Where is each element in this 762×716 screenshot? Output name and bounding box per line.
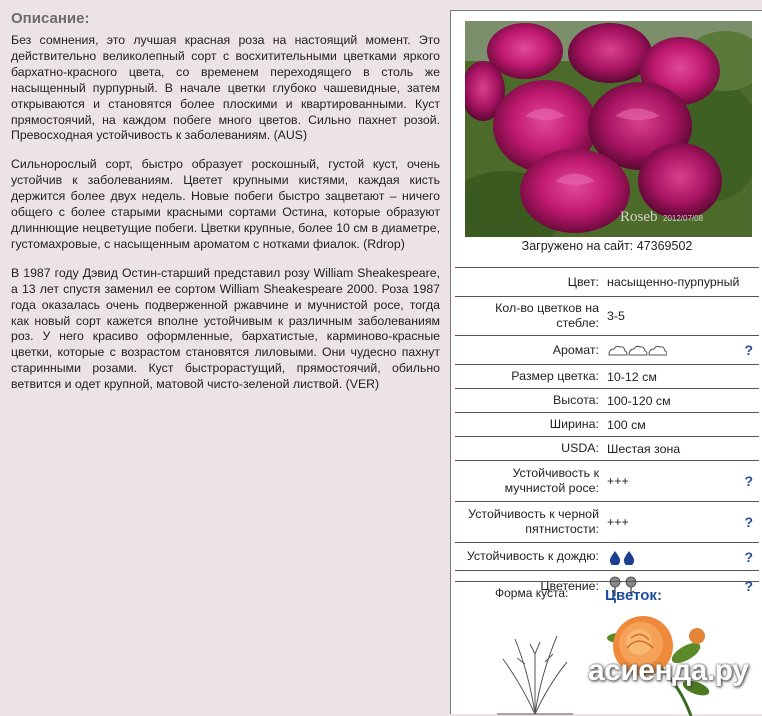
table-row bbox=[455, 412, 759, 436]
row-value: 100 см bbox=[607, 417, 646, 432]
row-value: +++ bbox=[607, 474, 629, 488]
row-label: Ширина: bbox=[549, 417, 599, 431]
description-paragraph: Без сомнения, это лучшая красная роза на настоящий момент. Это действительно великолепный сорт с восхитительными цветками яркого бархатно-красного цвета, со временем переходящего в столь же насыщенный пурпурный. В начале цветки глубоко чашевидные, затем открываются и становятся более плоскими и квартированными. Куст прямостоячий, на каждом побеге много цветов. Сильно пахнет розой. Превосходная устойчивость к заболеваниям. (AUS) bbox=[11, 33, 440, 143]
table-row bbox=[455, 501, 759, 542]
table-row bbox=[455, 364, 759, 388]
row-label: Аромат: bbox=[552, 342, 599, 357]
info-panel bbox=[450, 10, 762, 714]
table-row bbox=[455, 388, 759, 412]
row-label: Высота: bbox=[553, 393, 599, 407]
row-value: 3-5 bbox=[607, 309, 625, 323]
row-value: +++ bbox=[607, 515, 629, 529]
row-label: Кол-во цветков на стебле: bbox=[495, 301, 599, 330]
row-value: насыщенно-пурпурный bbox=[607, 275, 740, 289]
description-title: Описание: bbox=[11, 10, 90, 27]
row-value: 10-12 см bbox=[607, 369, 657, 384]
row-value: Шестая зона bbox=[607, 441, 681, 456]
rose-photo[interactable] bbox=[465, 21, 752, 237]
flower-label: Цветок: bbox=[605, 587, 662, 604]
bottom-section bbox=[455, 578, 759, 716]
row-label: Размер цветка: bbox=[511, 369, 599, 383]
aroma-cloud-icon bbox=[607, 343, 667, 357]
help-icon[interactable]: ? bbox=[744, 578, 753, 594]
table-row bbox=[455, 267, 759, 296]
photo-date: 2012/07/08 bbox=[663, 214, 704, 223]
table-row bbox=[455, 460, 759, 501]
row-value: 100-120 см bbox=[607, 393, 671, 408]
properties-table bbox=[455, 267, 759, 601]
raindrop-icon bbox=[607, 549, 639, 565]
row-label: Цветение: bbox=[540, 578, 599, 593]
table-row bbox=[455, 436, 759, 460]
photo-watermark: Roseb bbox=[620, 209, 658, 225]
row-label: Устойчивость к черной пятнистости: bbox=[468, 507, 599, 536]
row-label: Цвет: bbox=[567, 274, 599, 289]
help-icon[interactable]: ? bbox=[744, 342, 753, 358]
help-icon[interactable]: ? bbox=[744, 514, 753, 530]
table-row bbox=[455, 542, 759, 570]
help-icon[interactable]: ? bbox=[744, 548, 753, 565]
bush-shape-label: Форма куста: bbox=[495, 586, 569, 600]
site-watermark: асиенда.ру bbox=[562, 652, 748, 692]
row-label: USDA: bbox=[561, 441, 599, 455]
uploaded-info: Загружено на сайт: 47369502 bbox=[521, 239, 693, 253]
description-paragraph: Сильнорослый сорт, быстро образует роскошный, густой куст, очень устойчив к заболеваниям. Цветет крупными кистями, каждая кисть держится более двух недель. Новые побеги быстро зацветают – ничего общего с более старыми красными сортами Остина, которые образуют длиннющие нецветущие побеги. Цветки крупные, более 10 см в диаметре, густомахровые, с насыщенным ароматом с нотками фиалок. (Rdrop) bbox=[11, 157, 440, 251]
watermark-logo-icon bbox=[562, 652, 588, 692]
row-label: Устойчивость к дождю: bbox=[466, 549, 599, 563]
table-row bbox=[455, 296, 759, 335]
row-label: Устойчивость к мучнистой росе: bbox=[504, 466, 599, 495]
description-paragraph: В 1987 году Дэвид Остин-старший представил розу William Sheakespeare, а 13 лет спустя заменил ее сортом William Sheakespeare 2000. Роза 1987 года оказалась очень подверженной ржавчине и мучнистой росе, тогда как новый сорт кажется вполне устойчивым к различным заболеваниям роз. У него красиво оформленные, бархатистые, карминово-красные цветки, которые с возрастом становятся лиловыми. Они чудесно пахнут старинными розами. Куст быстрорастущий, прямостоячий, обильно ветвится и одет крупной, матовой чисто-зеленой листвой. (VER) bbox=[11, 265, 440, 392]
help-icon[interactable]: ? bbox=[744, 473, 753, 489]
table-row bbox=[455, 335, 759, 364]
